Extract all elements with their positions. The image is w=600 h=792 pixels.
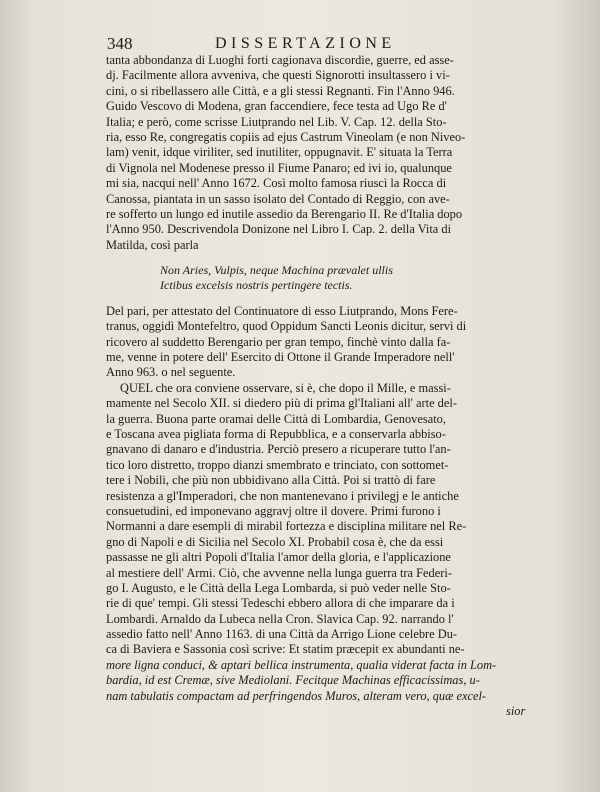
text-line: la guerra. Buona parte oramai delle Città di Lombardia, Genovesato, bbox=[106, 411, 446, 426]
text-line: me, venne in potere dell' Esercito di Ottone il Grande Imperadore nell' bbox=[106, 350, 455, 365]
text-line: re sofferto un lungo ed inutile assedio da Berengario II. Re d'Italia dopo bbox=[106, 206, 463, 221]
text-line: gno di Napoli e di Sicilia nel Secolo XI. Probabil cosa è, che da essi bbox=[106, 534, 444, 549]
text-line: dj. Facilmente allora avveniva, che questi Signorotti insultassero i vi- bbox=[106, 68, 450, 83]
text-line: tanta abbondanza di Luoghi forti cagionava discordie, guerre, ed asse- bbox=[106, 53, 454, 67]
text-line: mi sia, nacqui nell' Anno 1672. Così molto famosa riuscì la Rocca di bbox=[106, 176, 447, 191]
text-line: di Vignola nel Modenese presso il Fiume Panaro; ed ivi io, qualunque bbox=[106, 160, 452, 175]
body-text bbox=[106, 53, 551, 719]
text-line: cini, o si ribellassero alle Città, e a gli stessi Regnanti. Fin l'Anno 946. bbox=[106, 83, 455, 98]
text-line: ricovero al suddetto Berengario per gran tempo, finchè vinto dalla fa- bbox=[106, 334, 451, 349]
text-line: Anno 963. o nel seguente. bbox=[106, 365, 236, 380]
text-line: resistenza a gl'Imperadori, che non mantenevano i privilegj e le antiche bbox=[106, 488, 459, 503]
catchword: sior bbox=[506, 704, 526, 719]
text-line: al mestiere dell' Armi. Ciò, che avvenne nella lunga guerra tra Federi- bbox=[106, 565, 452, 580]
latin-quote-line: nam tabulatis compactam ad perfringendos Muros, alteram vero, quæ excel- bbox=[106, 688, 487, 703]
text-line: tere i Nobili, che più non ubbidivano alla Città. Poi si trattò di fare bbox=[106, 473, 436, 488]
text-line: consuetudini, ed imponevano aggravj oltre il dovere. Primi furono i bbox=[106, 503, 441, 518]
text-line: mamente nel Secolo XII. si diedero più di prima gl'Italiani all' arte del- bbox=[106, 396, 457, 411]
text-line: Matilda, così parla bbox=[106, 237, 199, 252]
text-line: lam) venit, idque viriliter, sed inutiliter, oppugnavit. E' situata la Terra bbox=[106, 145, 453, 160]
verse-line: Ictibus excelsis nostris pertingere tectis. bbox=[160, 278, 353, 293]
text-line: e Toscana avea pigliata forma di Repubblica, e a conservarla abbiso- bbox=[106, 426, 446, 441]
text-line: ria, esso Re, congregatis copiis ad ejus Castrum Vineolam (e non Niveo- bbox=[106, 129, 466, 144]
text-line: Lombardi. Arnaldo da Lubeca nella Cron. Slavica Cap. 92. narrando l' bbox=[106, 611, 454, 626]
text-line: Guido Vescovo di Modena, gran faccendiere, fece testa ad Ugo Re d' bbox=[106, 99, 447, 114]
text-line: assedio fatto nell' Anno 1163. di una Città da Arrigo Lione celebre Du- bbox=[106, 627, 458, 642]
text-line: Italia; e però, come scrisse Liutprando nel Lib. V. Cap. 12. della Sto- bbox=[106, 114, 447, 129]
text-line: rie di que' tempi. Gli stessi Tedeschi ebbero allora di che imparare da i bbox=[106, 596, 455, 611]
running-title: DISSERTAZIONE bbox=[215, 35, 396, 52]
page-number: 348 bbox=[107, 34, 133, 53]
text-line: passasse ne gli altri Popoli d'Italia l'amor della gloria, e l'applicazione bbox=[106, 550, 451, 565]
text-line: gnavano di danaro e d'industria. Perciò presero a ricuperare tutto l'an- bbox=[106, 442, 451, 457]
text-line: tranus, oggidì Montefeltro, quod Oppidum Sancti Leonis dicitur, servì di bbox=[106, 319, 467, 334]
paragraph-start-line: QUEL che ora conviene osservare, si è, che dopo il Mille, e massi- bbox=[120, 380, 451, 395]
text-line: tico loro distretto, troppo dianzi smembrato e trinciato, con sottomet- bbox=[106, 457, 449, 472]
verse-line: Non Aries, Vulpis, neque Machina prævalet ullis bbox=[160, 263, 393, 278]
text-line: Normanni a dare esempli di mirabil fortezza e disciplina militare nel Re- bbox=[106, 519, 467, 534]
text-line: Del pari, per attestato del Continuatore di esso Liutprando, Mons Fere- bbox=[106, 303, 458, 318]
text-line: go I. Augusto, e le Città della Lega Lombarda, si può veder nelle Sto- bbox=[106, 580, 451, 595]
latin-quote-line: bardia, id est Cremæ, sive Mediolani. Fecitque Machinas efficacissimas, u- bbox=[106, 673, 480, 688]
text-line: l'Anno 950. Descrivendola Donizone nel Libro I. Cap. 2. della Vita di bbox=[106, 222, 452, 237]
text-line: Canossa, piantata in un sasso isolato del Contado di Reggio, con ave- bbox=[106, 191, 450, 206]
latin-quote-line: more ligna conduci, & aptari bellica instrumenta, qualia viderat facta in Lom- bbox=[106, 657, 497, 672]
text-line: ca di Baviera e Sassonia così scrive: Et statim præcepit ex abundanti ne- bbox=[106, 642, 465, 657]
running-header bbox=[107, 34, 547, 54]
